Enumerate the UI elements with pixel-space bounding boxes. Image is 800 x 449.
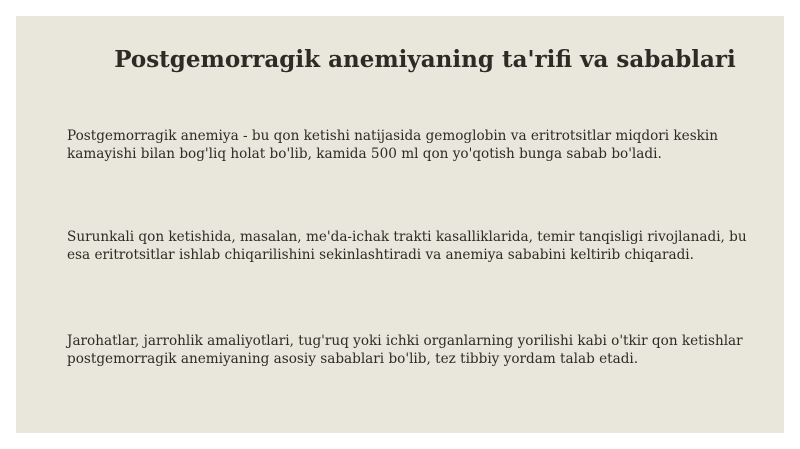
- paragraph-acute-bleeding: Jarohatlar, jarrohlik amaliyotlari, tug'ruq yoki ichki organlarning yorilishi kabi o'tkir qon ketishlar postgemorragik anemiyaning asosiy sabablari bo'lib, tez tibbiy yordam talab etadi.: [67, 333, 743, 367]
- slide: [16, 16, 784, 433]
- paragraph-chronic-bleeding: Surunkali qon ketishida, masalan, me'da-ichak trakti kasalliklarida, temir tanqisligi rivojlanadi, bu esa eritrotsitlar ishlab chiqarilishini sekinlashtiradi va anemiya sababini keltirib chiqaradi.: [67, 229, 747, 263]
- slide-title: Postgemorragik anemiyaning ta'rifi va sabablari: [114, 46, 736, 73]
- paragraph-definition: Postgemorragik anemiya - bu qon ketishi natijasida gemoglobin va eritrotsitlar miqdori keskin kamayishi bilan bog'liq holat bo'lib, kamida 500 ml qon yo'qotish bunga sabab bo'ladi.: [67, 128, 719, 162]
